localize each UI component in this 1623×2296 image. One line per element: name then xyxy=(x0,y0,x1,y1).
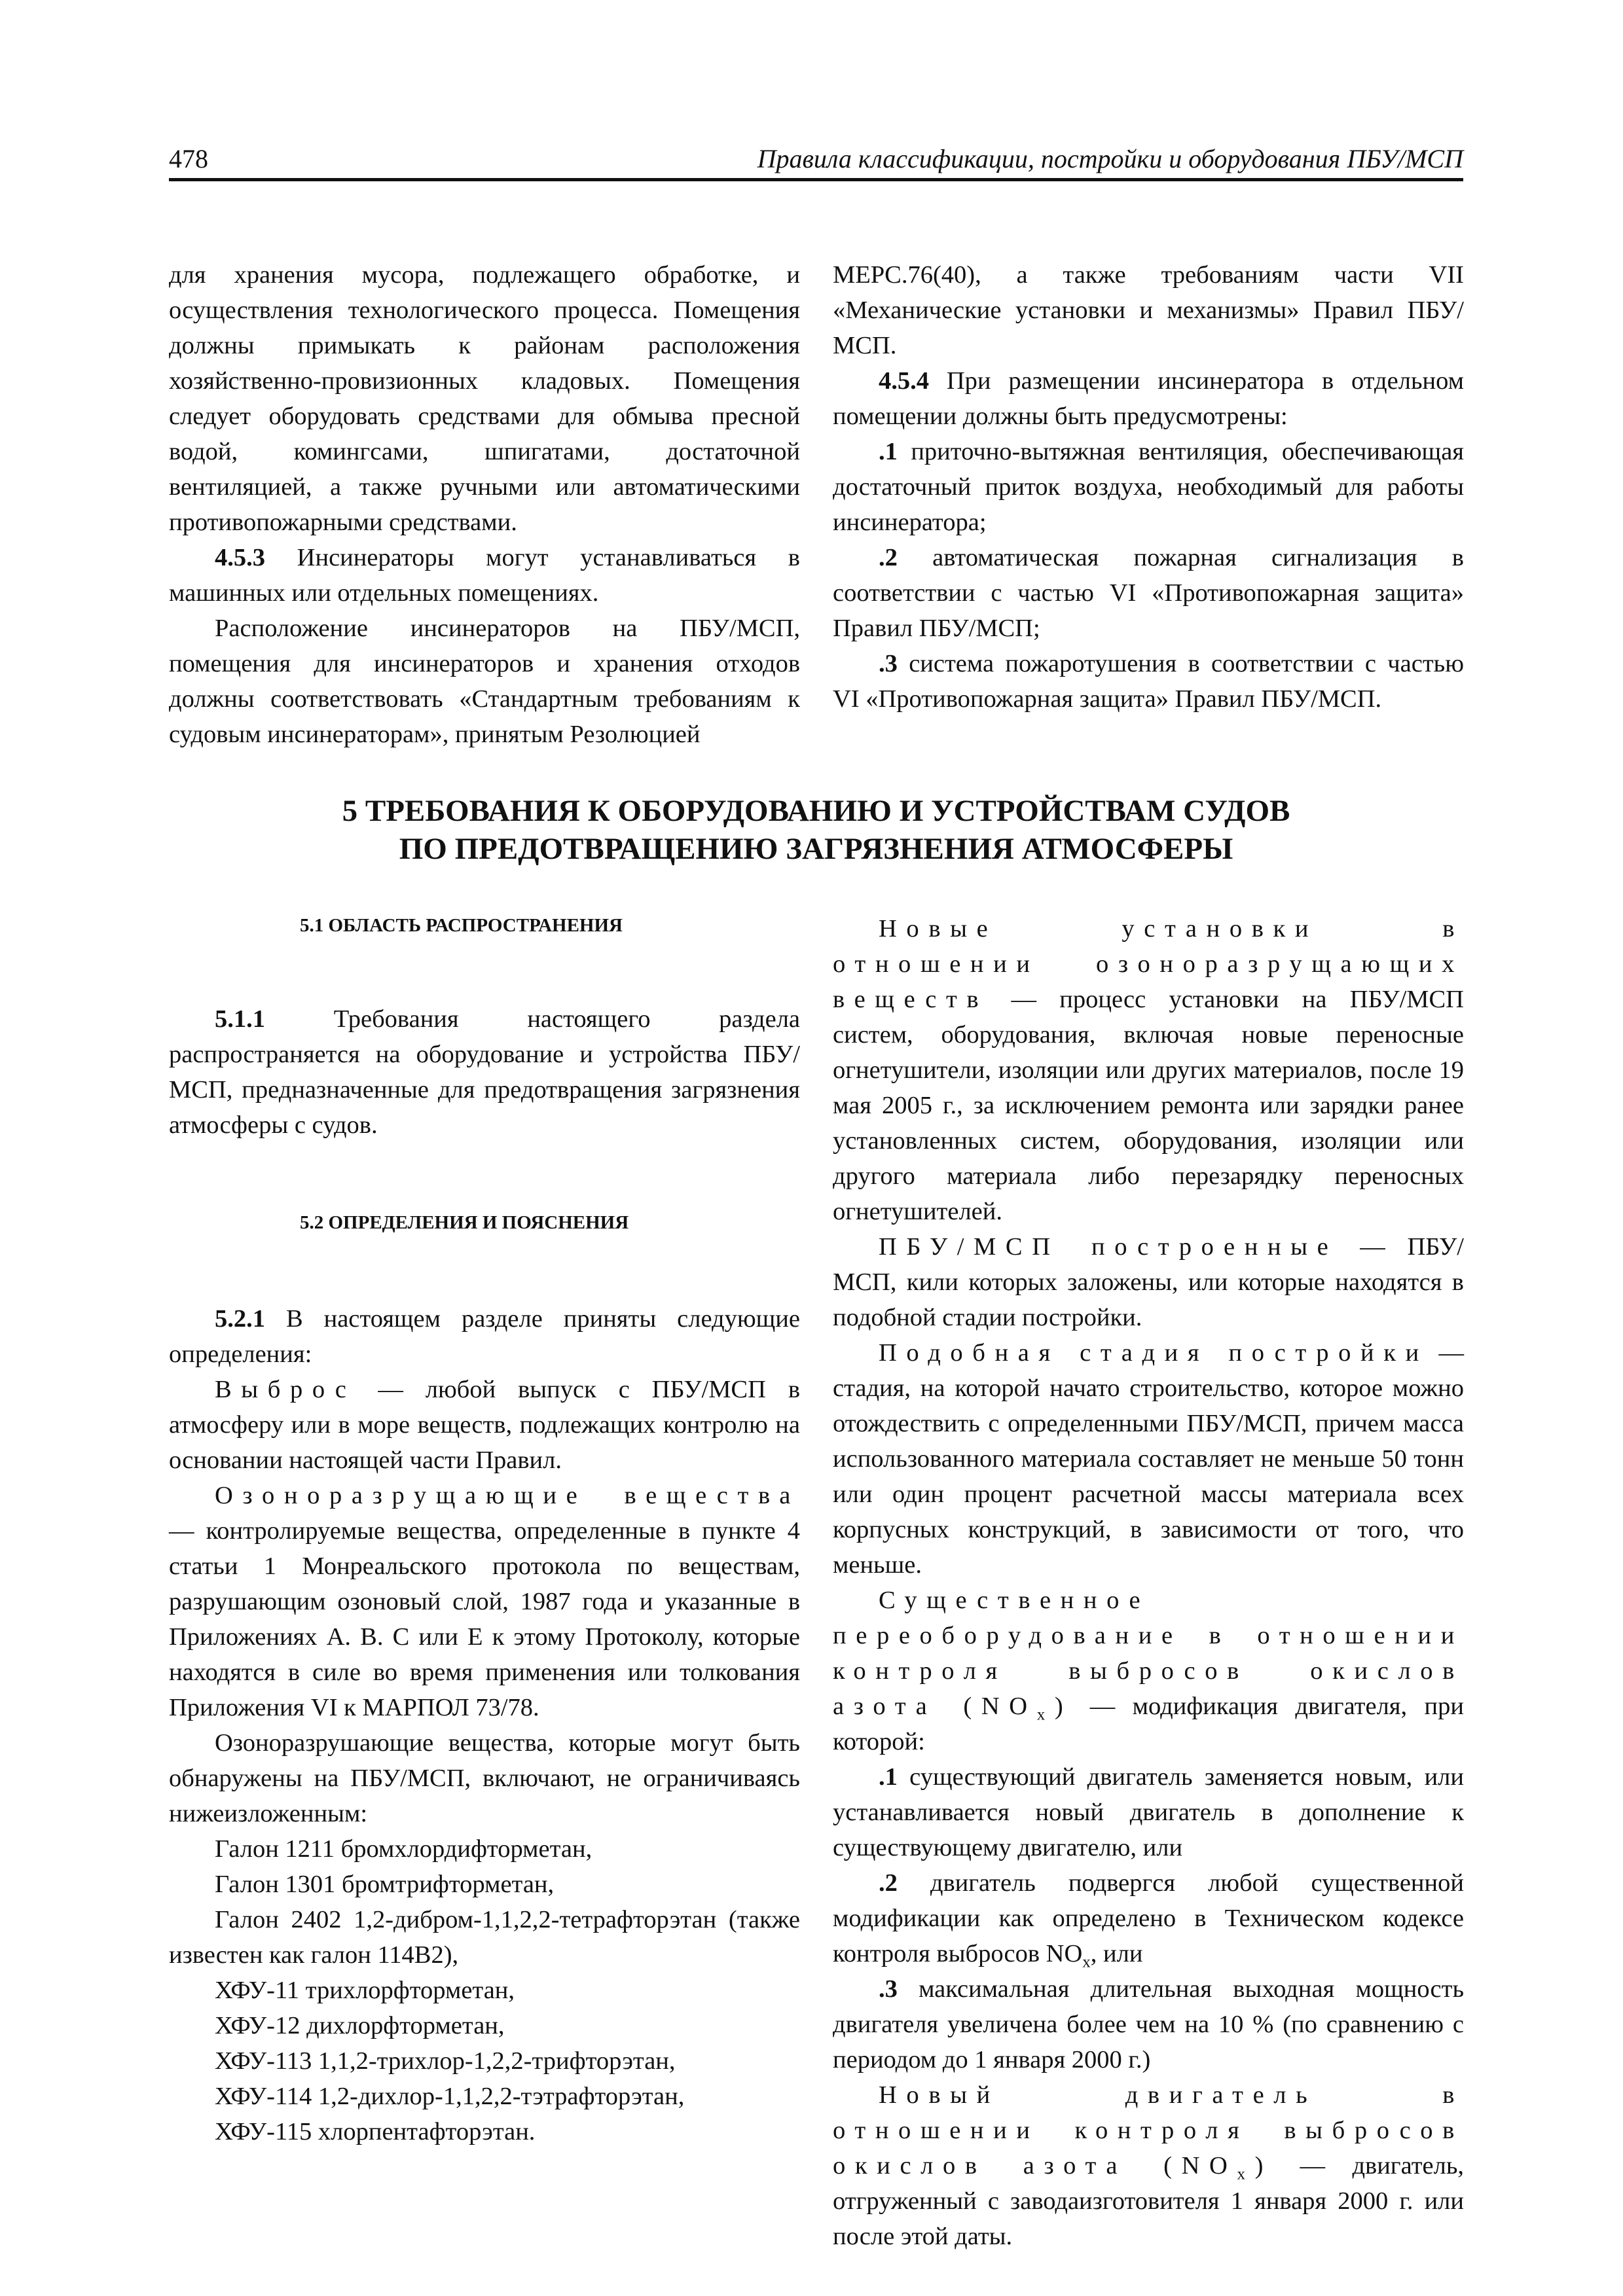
paragraph: для хранения мусора, подлежащего обработке, и осуществления технологического процесса. Помещения должны примыкать к районам расположения хозяйственно-провизионных кладовых. Помещения следует оборудовать средствами для обмыва пресной водой, комингсами, шпигатами, достаточной вентиляцией, а также ручными или автоматическими противопожарными средствами. xyxy=(169,261,800,536)
definition: ПБУ/МСП построенные — ПБУ/МСП, кили которых заложены, или которые находятся в подобной стадии постройки. xyxy=(833,1233,1464,1331)
substance-item: ХФУ-115 хлорпентафторэтан. xyxy=(215,2118,536,2145)
substance-item: Галон 2402 1,2-дибром-1,1,2,2-тетрафторэтан (также известен как галон 114B2), xyxy=(169,1906,800,1969)
paragraph: MEPC.76(40), а также требованиям части VII «Механические установки и механизмы» Правил ПБУ/МСП. xyxy=(833,261,1464,359)
definition-term: Подобная стадия постройки xyxy=(879,1339,1429,1367)
substance-item: Галон 1301 бромтрифторметан, xyxy=(215,1871,555,1898)
definition: Озоноразрущающие вещества — контролируемые вещества, определенные в пункте 4 статьи 1 Монреальского протокола по веществам, разрушающим озоновый слой, 1987 года и указанные в Приложениях A. B. C или E к этому Протоколу, которые находятся в силе во время применения или толкования Приложения VI к МАРПОЛ 73/78. xyxy=(169,1482,800,1721)
definition: Новые установки в отношении озоноразрущающих веществ — процесс установки на ПБУ/МСП систем, оборудования, включая новые переносные огнетушители, изоляции или других материалов, после 19 мая 2005 г., за исключением ремонта или зарядки ранее установленных систем, оборудования, изоляции или другого материала либо перезарядку переносных огнетушителей. xyxy=(833,915,1464,1225)
bottom-right-column xyxy=(833,911,1464,2254)
page-header xyxy=(169,145,1463,181)
definition-term: Существенное переоборудование в отношении контроля выбросов окислов азота $(NO_x)$ xyxy=(833,1587,1464,1724)
bottom-left-column xyxy=(169,912,800,2149)
definition-term: Новый двигатель в отношении контроля выбросов окислов азота $(NO_x)$ xyxy=(833,2081,1464,2183)
list-item: .3 система пожаротушения в соответствии с частью VI «Противопожарная защита» Правил ПБУ/МСП. xyxy=(833,650,1464,713)
running-title: Правила классификации, постройки и оборудования ПБУ/МСП xyxy=(757,144,1463,173)
definition-term: ПБУ/МСП построенные xyxy=(879,1233,1338,1261)
definition-term: Выброс xyxy=(215,1376,356,1403)
paragraph-4-5-3: 4.5.3 Инсинераторы могут устанавливаться в машинных или отдельных помещениях. xyxy=(169,544,800,607)
top-left-column xyxy=(169,257,800,752)
top-right-column xyxy=(833,257,1464,717)
page-number: 478 xyxy=(169,144,208,173)
chapter-title xyxy=(169,792,1463,868)
list-item: .1 существующий двигатель заменяется новым, или устанавливается новый двигатель в дополнение к существующему двигателю, или xyxy=(833,1763,1464,1861)
chapter-title-line: 5 ТРЕБОВАНИЯ К ОБОРУДОВАНИЮ И УСТРОЙСТВАМ СУДОВ xyxy=(342,794,1290,828)
definition: Подобная стадия постройки — стадия, на которой начато строительство, которое можно отождествить с определенными ПБУ/МСП, причем масса использованного материала составляет не меньше 50 тонн или один процент расчетной массы материала всех корпусных конструкций, в зависимости от того, что меньше. xyxy=(833,1339,1465,1579)
list-item: .2 автоматическая пожарная сигнализация в соответствии с частью VI «Противопожарная защита» Правил ПБУ/МСП; xyxy=(833,544,1464,642)
definition: Существенное переоборудование в отношении контроля выбросов окислов азота $(NO_x)$ — модификация двигателя, при которой: xyxy=(833,1587,1465,1755)
substance-item: ХФУ-11 трихлорфторметан, xyxy=(215,1977,515,2004)
substance-item: ХФУ-114 1,2-дихлор-1,1,2,2-тэтрафторэтан, xyxy=(215,2083,685,2110)
chapter-title-line: ПО ПРЕДОТВРАЩЕНИЮ ЗАГРЯЗНЕНИЯ АТМОСФЕРЫ xyxy=(399,832,1233,866)
definition: Выброс — любой выпуск с ПБУ/МСП в атмосферу или в море веществ, подлежащих контролю на основании настоящей части Правил. xyxy=(169,1376,800,1474)
list-item: .1 приточно-вытяжная вентиляция, обеспечивающая достаточный приток воздуха, необходимый для работы инсинератора; xyxy=(833,438,1464,536)
clause-number: 4.5.3 xyxy=(215,544,265,571)
paragraph-5-2-1: 5.2.1 В настоящем разделе приняты следующие определения: xyxy=(169,1305,800,1368)
section-heading-5-1: 5.1 ОБЛАСТЬ РАСПРОСТРАНЕНИЯ xyxy=(300,915,623,936)
substance-item: Галон 1211 бромхлордифторметан, xyxy=(215,1835,593,1863)
substance-item: ХФУ-12 дихлорфторметан, xyxy=(215,2012,505,2039)
paragraph-4-5-4: 4.5.4 При размещении инсинератора в отдельном помещении должны быть предусмотрены: xyxy=(833,367,1464,430)
clause-number: 4.5.4 xyxy=(879,367,929,395)
paragraph-5-1-1: 5.1.1 Требования настоящего раздела распространяется на оборудование и устройства ПБУ/МСП, предназначенные для предотвращения загрязнения атмосферы с судов. xyxy=(169,1005,800,1139)
definition-term: Озоноразрущающие вещества xyxy=(215,1482,800,1509)
definition: Новый двигатель в отношении контроля выбросов окислов азота $(NO_x)$ — двигатель, отгруженный с заводаизготовителя 1 января 2000 г. или после этой даты. xyxy=(833,2081,1464,2250)
paragraph: Расположение инсинераторов на ПБУ/МСП, помещения для инсинераторов и хранения отходов должны соответствовать «Стандартным требованиям к судовым инсинераторам», принятым Резолюцией xyxy=(169,615,800,748)
substance-item: ХФУ-113 1,1,2-трихлор-1,2,2-трифторэтан, xyxy=(215,2047,676,2075)
paragraph: Озоноразрушающие вещества, которые могут быть обнаружены на ПБУ/МСП, включают, не ограничиваясь нижеизложенным: xyxy=(169,1729,800,1827)
section-heading-5-2: 5.2 ОПРЕДЕЛЕНИЯ И ПОЯСНЕНИЯ xyxy=(300,1212,629,1233)
list-item: .2 двигатель подвергся любой существенной модификации как определено в Техническом кодексе контроля выбросов $NO_x$, или xyxy=(833,1869,1464,1971)
definition-term: Новые установки в отношении озоноразрущающих веществ xyxy=(833,915,1464,1013)
list-item: .3 максимальная длительная выходная мощность двигателя увеличена более чем на 10 % (по сравнению с периодом до 1 января 2000 г.) xyxy=(833,1975,1464,2073)
